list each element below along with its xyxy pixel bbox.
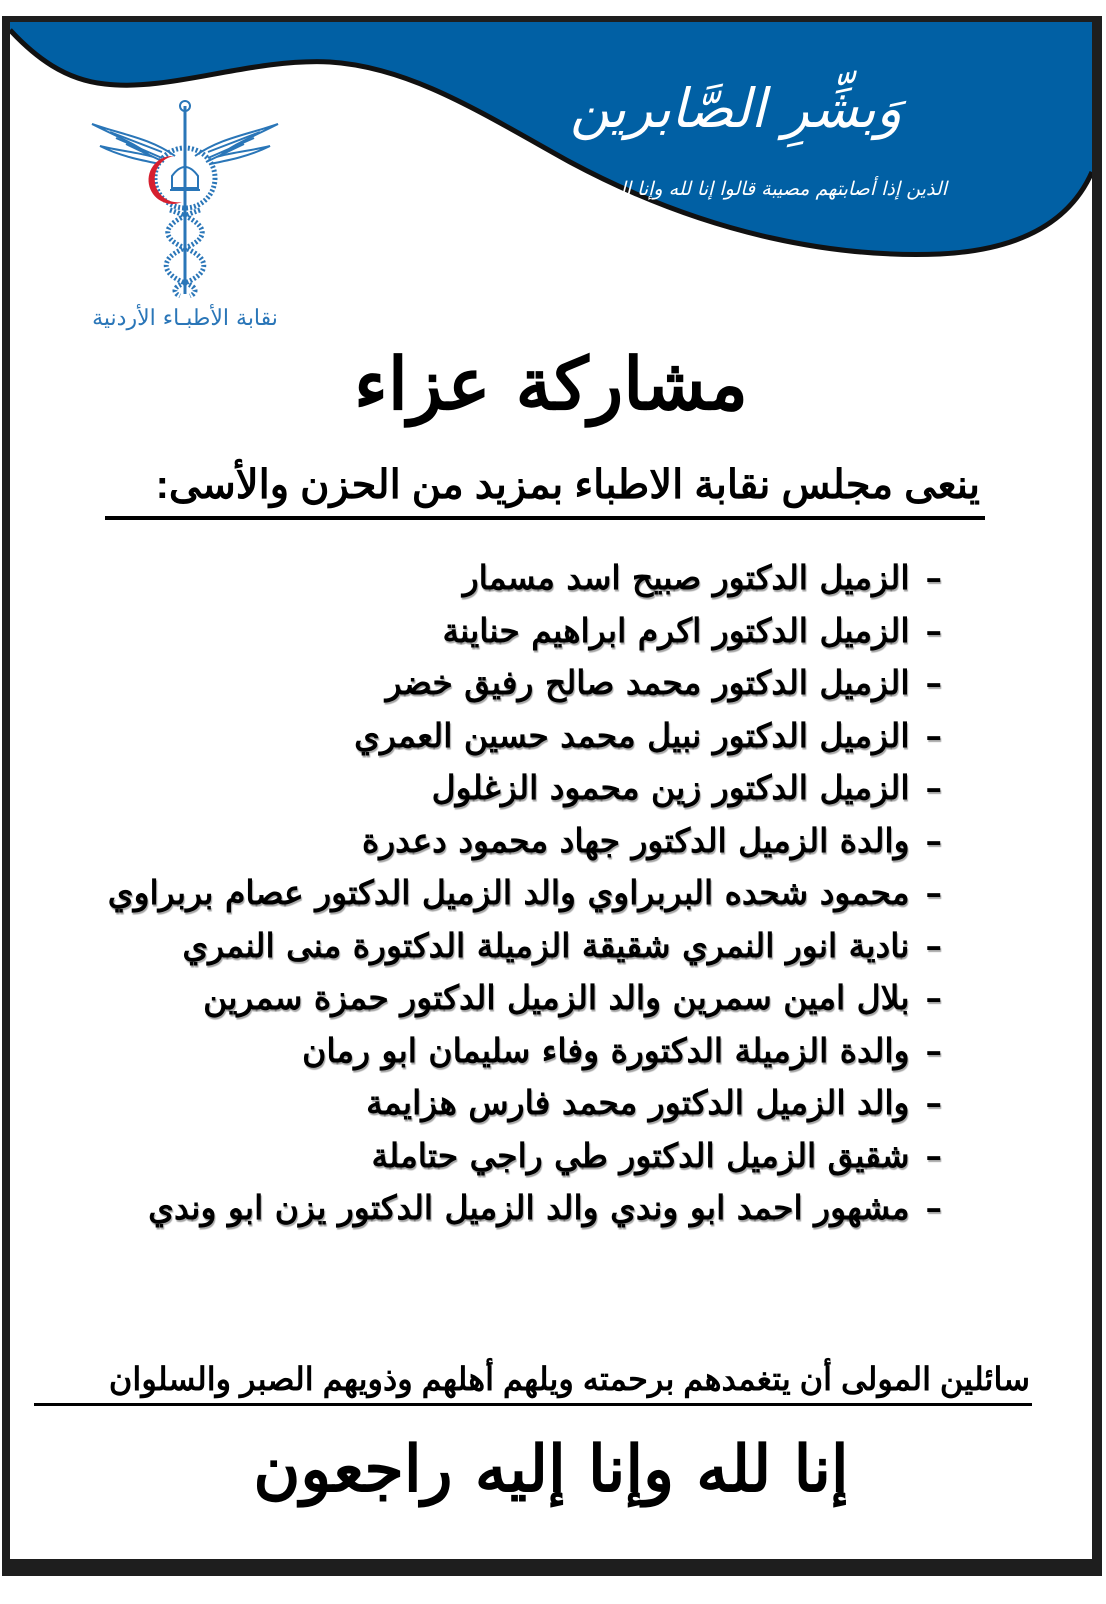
bullet-dash: – [925, 768, 942, 807]
list-item-text: نادية انور النمري شقيقة الزميلة الدكتورة منى النمري [182, 925, 910, 965]
list-item-text: مشهور احمد ابو وندي والد الزميل الدكتور يزن ابو وندي [148, 1188, 910, 1227]
bullet-dash: – [925, 1135, 942, 1175]
list-item [108, 1130, 942, 1183]
list-item-text: محمود شحده البربراوي والد الزميل الدكتور عصام بربراوي [107, 873, 910, 912]
list-item [108, 1077, 942, 1130]
bullet-dash: – [925, 1030, 942, 1070]
closing-prayer: سائلين المولى أن يتغمدهم برحمته ويلهم أهلهم وذويهم الصبر والسلوان [108, 1361, 1030, 1397]
logo-caption: نقابة الأطبـاء الأردنية [92, 306, 278, 331]
bullet-dash: – [925, 1083, 942, 1122]
list-item-text: شقيق الزميل الدكتور طي راجي حتاملة [371, 1135, 910, 1175]
list-item-text: والدة الزميلة الدكتورة وفاء سليمان ابو رمان [302, 1030, 910, 1070]
bullet-dash: – [925, 925, 942, 965]
list-item-text: الزميل الدكتور صبيح اسد مسمار [462, 558, 910, 597]
list-item [108, 605, 942, 658]
bullet-dash: – [925, 663, 942, 702]
list-item-text: والد الزميل الدكتور محمد فارس هزايمة [366, 1083, 910, 1122]
list-item [108, 815, 942, 868]
bullet-dash: – [925, 558, 942, 597]
list-item-text: الزميل الدكتور زين محمود الزغلول [431, 768, 910, 807]
list-item [108, 710, 942, 763]
list-item [108, 1182, 942, 1235]
bullet-dash: – [925, 978, 942, 1017]
intro-heading: ينعى مجلس نقابة الاطباء بمزيد من الحزن والأسى: [155, 463, 980, 507]
list-item [108, 762, 942, 815]
list-item-text: الزميل الدكتور محمد صالح رفيق خضر [385, 663, 910, 702]
bullet-dash: – [925, 820, 942, 860]
list-item [108, 972, 942, 1025]
list-item-text: الزميل الدكتور اكرم ابراهيم حناينة [442, 610, 910, 650]
condolence-notice [10, 22, 1092, 1559]
header-verse: الذين إذا أصابتهم مصيبة قالوا إنا لله وإنا إليه راجعون [538, 178, 947, 200]
list-item-text: بلال امين سمرين والد الزميل الدكتور حمزة سمرين [203, 978, 910, 1017]
list-item-text: والدة الزميل الدكتور جهاد محمود دعدرة [361, 820, 910, 860]
list-item [108, 920, 942, 973]
bullet-dash: – [925, 610, 942, 650]
caduceus-icon [90, 98, 280, 298]
page-title: مشاركة عزاء [354, 341, 748, 426]
header-title: وَبشِّرِ الصَّابرين [570, 77, 902, 140]
page-frame [2, 16, 1102, 1576]
bullet-dash: – [925, 1188, 942, 1227]
list-item [108, 867, 942, 920]
bullet-dash: – [925, 873, 942, 912]
intro-underline [105, 516, 985, 520]
condolence-list [108, 552, 942, 1235]
list-item [108, 1025, 942, 1078]
closing-underline [34, 1403, 1032, 1406]
bullet-dash: – [925, 715, 942, 755]
footer-verse-calligraphy: إنا لله وإنا إليه راجعون [253, 1432, 849, 1507]
list-item [108, 657, 942, 710]
list-item-text: الزميل الدكتور نبيل محمد حسين العمري [354, 715, 910, 755]
list-item [108, 552, 942, 605]
